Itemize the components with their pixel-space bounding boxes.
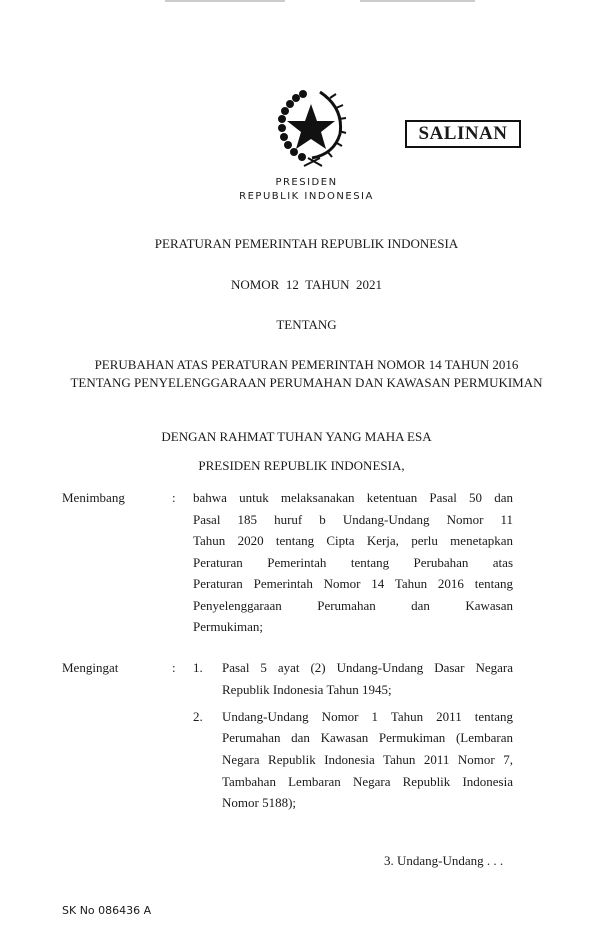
- mengingat-label: Mengingat: [62, 660, 119, 675]
- mengingat-item-line: Republik Indonesia Tahun 1945;: [222, 682, 392, 697]
- menimbang-line: Permukiman;: [193, 619, 264, 634]
- office-title: PRESIDEN: [275, 177, 338, 188]
- menimbang-colon: :: [172, 490, 176, 505]
- menimbang-line: bahwa untuk melaksanakan ketentuan Pasal 50 dan: [193, 490, 513, 505]
- document-code: SK No 086436 A: [62, 904, 152, 917]
- scan-artifact: [360, 0, 475, 2]
- regulation-title: PERATURAN PEMERINTAH REPUBLIK INDONESIA: [154, 236, 459, 251]
- presidential-seal-icon: [272, 88, 350, 168]
- mengingat-item-number: 2.: [193, 709, 203, 724]
- salinan-stamp: SALINAN: [405, 120, 521, 148]
- regulation-subject-line2: TENTANG PENYELENGGARAAN PERUMAHAN DAN KAWASAN PERMUKIMAN: [70, 375, 543, 390]
- scan-artifact: [165, 0, 285, 2]
- office-subtitle: REPUBLIK INDONESIA: [239, 191, 374, 202]
- menimbang-line: Peraturan Pemerintah tentang Perubahan atas: [193, 555, 513, 570]
- president-line: PRESIDEN REPUBLIK INDONESIA,: [198, 458, 405, 473]
- menimbang-line: Peraturan Pemerintah Nomor 14 Tahun 2016 tentang: [193, 576, 513, 591]
- mengingat-item-number: 1.: [193, 660, 203, 675]
- mengingat-item-line: Nomor 5188);: [222, 795, 297, 810]
- menimbang-line: Pasal 185 huruf b Undang-Undang Nomor 11: [193, 512, 513, 527]
- mengingat-item-line: Undang-Undang Nomor 1 Tahun 2011 tentang: [222, 709, 513, 724]
- mengingat-item-line: Negara Republik Indonesia Tahun 2011 Nomor 7,: [222, 752, 513, 767]
- mengingat-colon: :: [172, 660, 176, 675]
- mengingat-item-line: Perumahan dan Kawasan Permukiman (Lembaran: [222, 730, 513, 745]
- page-continuation: 3. Undang-Undang . . .: [384, 853, 504, 868]
- regulation-about: TENTANG: [276, 317, 337, 332]
- regulation-number: NOMOR 12 TAHUN 2021: [230, 277, 383, 292]
- regulation-subject-line1: PERUBAHAN ATAS PERATURAN PEMERINTAH NOMOR 14 TAHUN 2016: [94, 357, 519, 372]
- mengingat-item-line: Pasal 5 ayat (2) Undang-Undang Dasar Negara: [222, 660, 513, 675]
- mengingat-item-line: Tambahan Lembaran Negara Republik Indonesia: [222, 774, 513, 789]
- menimbang-line: Penyelenggaraan Perumahan dan Kawasan: [193, 598, 513, 613]
- blessing: DENGAN RAHMAT TUHAN YANG MAHA ESA: [161, 429, 432, 444]
- menimbang-label: Menimbang: [62, 490, 125, 505]
- menimbang-line: Tahun 2020 tentang Cipta Kerja, perlu menetapkan: [193, 533, 513, 548]
